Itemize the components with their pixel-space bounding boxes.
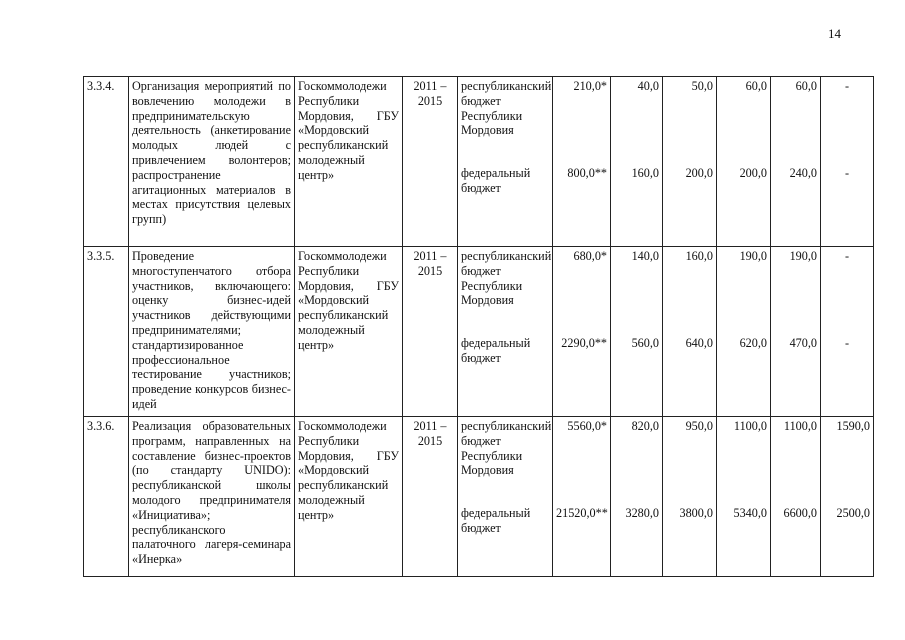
value-regional: 1100,0 [733,419,767,433]
year-2015-cell [821,417,874,577]
period-cell: 2011 – 2015 [403,417,458,577]
year-2014-cell [771,417,821,577]
value-federal: 21520,0** [556,505,608,520]
value-regional: 950,0 [685,419,713,433]
value-federal: 3280,0 [625,505,659,520]
source-regional: республиканский бюджет Республики Мордовия [461,249,552,308]
year-2014-cell [771,247,821,417]
year-2012-cell [663,417,717,577]
year-2013-cell [717,247,771,417]
value-federal: 470,0 [789,335,817,350]
table-row [84,247,874,417]
year-2011-cell [611,417,663,577]
value-regional: 1100,0 [783,419,817,433]
value-federal: 2290,0** [561,335,607,350]
row-number: 3.3.5. [84,247,129,417]
value-regional: 680,0* [573,249,607,263]
value-federal: 620,0 [739,335,767,350]
year-2011-cell [611,77,663,247]
value-regional: 820,0 [631,419,659,433]
total-cell [553,77,611,247]
source-federal: федеральный бюджет [461,336,531,365]
value-regional: 1590,0 [836,419,870,433]
value-federal: 6600,0 [783,505,817,520]
total-cell [553,417,611,577]
value-federal: - [844,335,850,350]
year-2012-cell [663,77,717,247]
funding-source-cell [458,247,553,417]
year-2012-cell [663,247,717,417]
year-2014-cell [771,77,821,247]
value-regional: 190,0 [789,249,817,263]
value-regional: - [844,249,850,263]
value-federal: 3800,0 [679,505,713,520]
value-regional: 160,0 [685,249,713,263]
executor-cell: Госкоммолодежи Республики Мордовия, ГБУ «Мордовский республиканский молодежный центр» [295,77,403,247]
table-row [84,77,874,247]
year-2013-cell [717,417,771,577]
source-regional: республиканский бюджет Республики Мордовия [461,419,552,478]
value-federal: 560,0 [631,335,659,350]
year-2011-cell [611,247,663,417]
source-federal: федеральный бюджет [461,506,531,535]
period-cell: 2011 – 2015 [403,77,458,247]
funding-source-cell [458,77,553,247]
source-federal: федеральный бюджет [461,166,531,195]
funding-source-cell [458,417,553,577]
row-number: 3.3.4. [84,77,129,247]
value-regional: 40,0 [637,79,659,93]
value-federal: - [844,165,850,180]
value-federal: 800,0** [567,165,607,180]
page-number: 14 [828,26,841,41]
activity-cell: Проведение многоступенчатого отбора участников, включающего: оценку бизнес-идей участников действующими предпринимателями; стандартизированное профессиональное тестирование участников; проведение конкурсов бизнес-идей [129,247,295,417]
value-regional: 50,0 [691,79,713,93]
value-regional: 60,0 [795,79,817,93]
value-regional: 60,0 [745,79,767,93]
year-2015-cell [821,77,874,247]
value-regional: 140,0 [631,249,659,263]
year-2013-cell [717,77,771,247]
value-regional: 190,0 [739,249,767,263]
value-federal: 160,0 [631,165,659,180]
activity-cell: Реализация образовательных программ, направленных на составление бизнес-проектов (по стандарту UNIDO): республиканской школы молодого предпринимателя «Инициатива»; республиканского палаточного лагеря-семинара «Инерка» [129,417,295,577]
value-federal: 640,0 [685,335,713,350]
value-regional: 210,0* [573,79,607,93]
table-row [84,417,874,577]
executor-cell: Госкоммолодежи Республики Мордовия, ГБУ «Мордовский республиканский молодежный центр» [295,417,403,577]
period-cell: 2011 – 2015 [403,247,458,417]
value-regional: 5560,0* [567,419,607,433]
source-regional: республиканский бюджет Республики Мордовия [461,79,552,138]
value-federal: 200,0 [685,165,713,180]
value-regional: - [844,79,850,93]
value-federal: 2500,0 [836,505,870,520]
total-cell [553,247,611,417]
executor-cell: Госкоммолодежи Республики Мордовия, ГБУ «Мордовский республиканский молодежный центр» [295,247,403,417]
activity-cell: Организация мероприятий по вовлечению молодежи в предпринимательскую деятельность (анкетирование молодых людей с привлечением волонтеров; распространение агитационных материалов в местах присутствия целевых групп) [129,77,295,247]
value-federal: 200,0 [739,165,767,180]
program-activities-table [83,76,874,577]
value-federal: 5340,0 [733,505,767,520]
year-2015-cell [821,247,874,417]
value-federal: 240,0 [789,165,817,180]
row-number: 3.3.6. [84,417,129,577]
